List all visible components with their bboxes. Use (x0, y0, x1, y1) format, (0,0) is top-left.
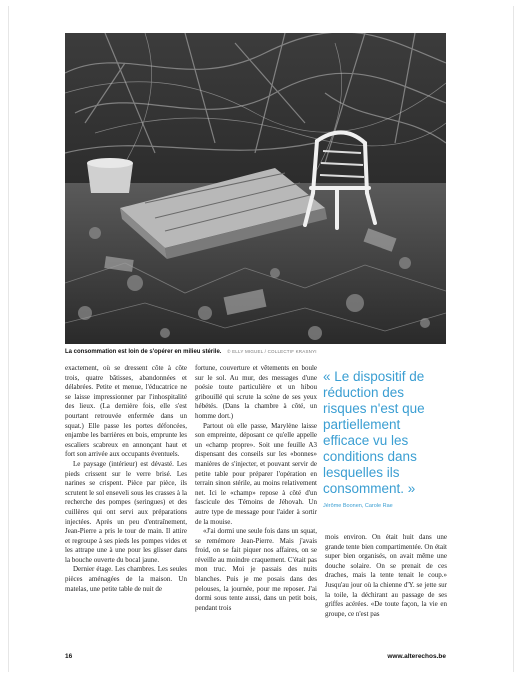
article-column-2 (195, 364, 317, 613)
paragraph: Dernier étage. Les chambres. Les seules pièces aménagées de la maison. Un matelas, une petite table de nuit de (65, 565, 187, 593)
article-column-3 (325, 533, 447, 619)
pull-quote-author: Jérôme Boonen, Carole Rae (323, 503, 393, 509)
paragraph: mois environ. On était huit dans une grande tente bien compartimentée. On était super bien organisés, on avait même une douche solaire. On se prenait de ces draches, mais la tente tenait le coup.» Jusqu'au jour où la chienne d'Y. se jette sur la toile, la déchirant au passage de ses griffes acérées. «De toute façon, la vie en groupe, ce n'est pas (325, 533, 447, 618)
website-link[interactable]: www.alterechos.be (387, 653, 446, 660)
caption-text: La consommation est loin de s'opérer en milieu stérile. (65, 349, 222, 355)
article-photo (65, 33, 446, 344)
paragraph: «J'ai dormi une seule fois dans un squat, se remémore Jean-Pierre. Mais j'avais froid, on se fait piquer nos affaires, on se réveille au moindre craquement. C'était pas mon truc. Moi je passais des nuits blanches. Puis je me posais dans des pelouses, la journée, pour me reposer. J'ai dormi sous tente aussi, dans un petit bois, pendant trois (195, 527, 317, 612)
photo-illustration (65, 33, 446, 344)
photo-credit: © ELLY MIGUEL / COLLECTIF KRASNYI (227, 349, 317, 354)
photo-caption (65, 347, 446, 357)
pull-quote (323, 369, 447, 509)
article-column-1 (65, 364, 187, 594)
page-footer (65, 653, 446, 663)
paragraph: Partout où elle passe, Marylène laisse son empreinte, déposant ce qu'elle appelle un «champ propre». Soit une feuille A3 dispensant des conseils sur les «bonnes» manières de s'injecter, et pouvant servir de petite table pour préparer l'opération en terrain sinon stérile, au moins relativement net. Ici le «champ» repose à côté d'un fascicule des Témoins de Jéhovah. Un autre type de message pour l'aider à sortir de la mouise. (195, 421, 317, 526)
paragraph: fortune, couverture et vêtements en boule sur le sol. Au mur, des messages d'une poésie toute particulière et un hibou gribouillé qui scrute la scène de ses yeux hébétés. (Dans la chambre à côté, un homme dort.) (195, 364, 317, 420)
pull-quote-text: « Le dispositif de réduction des risques n'est que partiellement efficace vu les conditions dans lesquelles ils consomment. » (323, 369, 425, 496)
paragraph: exactement, où se dressent côte à côte trois, quatre bâtisses, abandonnées et délabrées. Petite et menue, l'éducatrice ne se laisse impressionner par l'inhospitalité des lieux. (La dernière fois, elle s'est pourtant retrouvée enfermée dans un squat.) Elle passe les portes défoncées, enjambe les barrières en bois, emprunte les escaliers scabreux en annonçant haut et fort son arrivée aux occupants éventuels. (65, 364, 187, 459)
page-number: 16 (65, 653, 73, 660)
paragraph: Le paysage (intérieur) est dévasté. Les pieds crissent sur le verre brisé. Les narines se crispent. Pièce par pièce, ils scrutent le sol enseveli sous les crasses à la recherche des pompes (seringues) et des cuillères qui ont servi aux préparations injectées. Après un peu d'entraînement, Jean-Pierre a pris le tour de main. Il attire et regroupe à ses pieds les pompes vides et les attrape une à une pour les glisser dans la bouche ouverte du bocal jaune. (65, 459, 187, 564)
